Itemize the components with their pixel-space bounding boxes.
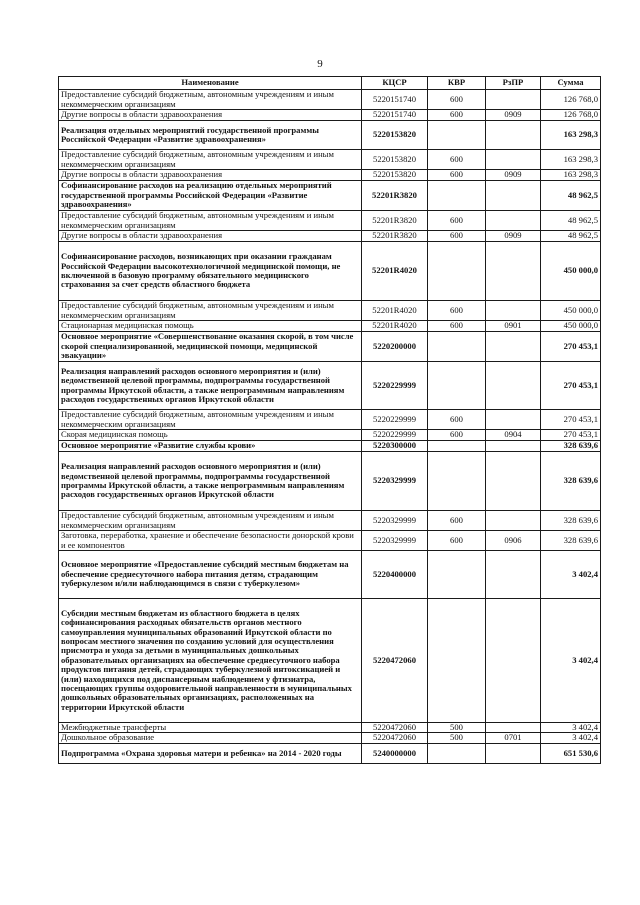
header-sum: Сумма [541, 77, 601, 90]
cell-kvr: 600 [428, 301, 486, 321]
table-row [59, 181, 601, 211]
cell-name: Заготовка, переработка, хранение и обеспечение безопасности донорской крови и ее компонентов [59, 531, 362, 551]
cell-sum: 450 000,0 [541, 242, 601, 301]
cell-sum: 126 768,0 [541, 110, 601, 121]
table-row [59, 110, 601, 121]
table-row [59, 362, 601, 410]
cell-rzpr: 0909 [486, 110, 541, 121]
cell-kvr [428, 332, 486, 362]
cell-rzpr: 0701 [486, 733, 541, 743]
cell-rzpr: 0909 [486, 231, 541, 242]
cell-sum: 163 298,3 [541, 150, 601, 170]
page-number: 9 [317, 58, 323, 70]
cell-kvr: 600 [428, 231, 486, 242]
cell-rzpr: 0909 [486, 170, 541, 181]
cell-name: Софинансирование расходов на реализацию отдельных мероприятий государственной программы Российской Федерации «Развитие здравоохранения» [59, 181, 362, 211]
cell-kcsr: 5220153820 [362, 170, 428, 181]
cell-rzpr [486, 301, 541, 321]
table-header-row [59, 77, 601, 90]
cell-kvr: 600 [428, 511, 486, 531]
cell-kvr: 600 [428, 211, 486, 231]
cell-sum: 48 962,5 [541, 231, 601, 242]
header-name: Наименование [59, 77, 362, 90]
cell-name: Субсидии местным бюджетам из областного бюджета в целях софинансирования расходных обязательств органов местного самоуправления муниципальных образований Иркутской области по вопросам местного значения по созданию условий для осуществления присмотра и ухода за детьми в муниципальных дошкольных образовательных организациях на обеспечение среднесуточного набора продуктов питания детей, страдающих туберкулезной интоксикацией и (или) находящихся под диспансерным наблюдением у фтизиатра, посещающих группы оздоровительной направленности в муниципальных дошкольных образовательных организациях, расположенных на территории Иркутской области [59, 599, 362, 723]
cell-kcsr: 5220229999 [362, 410, 428, 430]
cell-name: Основное мероприятие «Совершенствование оказания скорой, в том числе скорой специализированной, медицинской помощи, медицинской эвакуации» [59, 332, 362, 362]
table-row [59, 231, 601, 242]
cell-kcsr: 5220329999 [362, 511, 428, 531]
cell-rzpr [486, 362, 541, 410]
table-row [59, 332, 601, 362]
cell-sum: 163 298,3 [541, 170, 601, 181]
cell-rzpr [486, 511, 541, 531]
header-kcsr: КЦСР [362, 77, 428, 90]
cell-kvr [428, 181, 486, 211]
cell-kcsr: 52201R3820 [362, 211, 428, 231]
table-row [59, 301, 601, 321]
cell-kvr [428, 551, 486, 599]
cell-rzpr [486, 121, 541, 150]
cell-rzpr [486, 181, 541, 211]
table-body [59, 90, 601, 764]
cell-kcsr: 5220151740 [362, 90, 428, 110]
cell-name: Основное мероприятие «Предоставление субсидий местным бюджетам на обеспечение среднесуточного набора питания детям, страдающим туберкулезом и/или наблюдающимся в связи с туберкулезом» [59, 551, 362, 599]
cell-kcsr: 5220153820 [362, 121, 428, 150]
cell-rzpr [486, 332, 541, 362]
cell-kcsr: 5220151740 [362, 110, 428, 121]
cell-kvr [428, 242, 486, 301]
table-row [59, 733, 601, 743]
cell-rzpr [486, 551, 541, 599]
cell-kvr [428, 452, 486, 511]
cell-kcsr: 5220472060 [362, 599, 428, 723]
cell-sum: 328 639,6 [541, 441, 601, 452]
cell-rzpr [486, 441, 541, 452]
cell-kcsr: 52201R3820 [362, 231, 428, 242]
cell-kvr: 600 [428, 321, 486, 332]
cell-kcsr: 52201R4020 [362, 321, 428, 332]
header-kvr: КВР [428, 77, 486, 90]
cell-sum: 3 402,4 [541, 551, 601, 599]
cell-rzpr: 0906 [486, 531, 541, 551]
cell-name: Предоставление субсидий бюджетным, автономным учреждениям и иным некоммерческим организациям [59, 410, 362, 430]
table-row [59, 441, 601, 452]
cell-rzpr [486, 150, 541, 170]
cell-kcsr: 5220400000 [362, 551, 428, 599]
cell-name: Предоставление субсидий бюджетным, автономным учреждениям и иным некоммерческим организациям [59, 301, 362, 321]
cell-name: Реализация направлений расходов основного мероприятия и (или) ведомственной целевой программы, подпрограммы государственной программы Иркутской области, а также непрограммным направлениям расходов государственных органов Иркутской области [59, 452, 362, 511]
cell-kcsr: 5220200000 [362, 332, 428, 362]
cell-kvr: 600 [428, 150, 486, 170]
table-row [59, 723, 601, 733]
cell-kvr: 500 [428, 733, 486, 743]
table-row [59, 410, 601, 430]
cell-kcsr: 5220329999 [362, 531, 428, 551]
cell-name: Предоставление субсидий бюджетным, автономным учреждениям и иным некоммерческим организациям [59, 150, 362, 170]
cell-kcsr: 5220229999 [362, 362, 428, 410]
cell-name: Подпрограмма «Охрана здоровья матери и ребенка» на 2014 - 2020 годы [59, 743, 362, 763]
table-row [59, 430, 601, 441]
cell-sum: 328 639,6 [541, 531, 601, 551]
cell-name: Дошкольное образование [59, 733, 362, 743]
cell-rzpr [486, 242, 541, 301]
cell-kcsr: 5220329999 [362, 452, 428, 511]
cell-name: Предоставление субсидий бюджетным, автономным учреждениям и иным некоммерческим организациям [59, 211, 362, 231]
cell-rzpr [486, 211, 541, 231]
cell-sum: 270 453,1 [541, 332, 601, 362]
cell-sum: 163 298,3 [541, 121, 601, 150]
cell-rzpr [486, 743, 541, 763]
cell-kvr [428, 362, 486, 410]
table-row [59, 211, 601, 231]
cell-kcsr: 5220229999 [362, 430, 428, 441]
cell-kvr: 600 [428, 430, 486, 441]
cell-name: Софинансирование расходов, возникающих при оказании гражданам Российской Федерации высокотехнологичной медицинской помощи, не включенной в базовую программу обязательного медицинского страхования за счет средств областного бюджета [59, 242, 362, 301]
table-row [59, 321, 601, 332]
cell-kvr [428, 441, 486, 452]
cell-kvr: 600 [428, 110, 486, 121]
cell-kcsr: 52201R3820 [362, 181, 428, 211]
cell-sum: 126 768,0 [541, 90, 601, 110]
cell-name: Другие вопросы в области здравоохранения [59, 231, 362, 242]
cell-sum: 3 402,4 [541, 733, 601, 743]
cell-sum: 450 000,0 [541, 301, 601, 321]
cell-kcsr: 5240000000 [362, 743, 428, 763]
cell-sum: 3 402,4 [541, 599, 601, 723]
cell-sum: 48 962,5 [541, 181, 601, 211]
cell-kcsr: 5220472060 [362, 723, 428, 733]
cell-kvr: 600 [428, 90, 486, 110]
cell-sum: 270 453,1 [541, 410, 601, 430]
cell-rzpr [486, 599, 541, 723]
table-row [59, 121, 601, 150]
table-row [59, 511, 601, 531]
cell-name: Другие вопросы в области здравоохранения [59, 170, 362, 181]
cell-sum: 450 000,0 [541, 321, 601, 332]
cell-name: Скорая медицинская помощь [59, 430, 362, 441]
cell-kvr: 500 [428, 723, 486, 733]
cell-name: Предоставление субсидий бюджетным, автономным учреждениям и иным некоммерческим организациям [59, 511, 362, 531]
cell-sum: 270 453,1 [541, 362, 601, 410]
cell-rzpr: 0904 [486, 430, 541, 441]
cell-kcsr: 5220153820 [362, 150, 428, 170]
cell-name: Межбюджетные трансферты [59, 723, 362, 733]
cell-sum: 651 530,6 [541, 743, 601, 763]
cell-name: Стационарная медицинская помощь [59, 321, 362, 332]
cell-rzpr [486, 90, 541, 110]
table-row [59, 452, 601, 511]
cell-kcsr: 52201R4020 [362, 242, 428, 301]
cell-sum: 328 639,6 [541, 511, 601, 531]
cell-rzpr [486, 452, 541, 511]
header-rzpr: РзПР [486, 77, 541, 90]
cell-rzpr [486, 410, 541, 430]
cell-kvr: 600 [428, 531, 486, 551]
table-row [59, 531, 601, 551]
cell-name: Реализация направлений расходов основного мероприятия и (или) ведомственной целевой программы, подпрограммы государственной программы Иркутской области, а также непрограммным направлениям расходов государственных органов Иркутской области [59, 362, 362, 410]
table-row [59, 90, 601, 110]
cell-sum: 270 453,1 [541, 430, 601, 441]
table-row [59, 551, 601, 599]
cell-rzpr [486, 723, 541, 733]
table-row [59, 599, 601, 723]
cell-name: Реализация отдельных мероприятий государственной программы Российской Федерации «Развитие здравоохранения» [59, 121, 362, 150]
cell-kvr: 600 [428, 410, 486, 430]
cell-kvr [428, 599, 486, 723]
cell-kcsr: 5220300000 [362, 441, 428, 452]
cell-sum: 3 402,4 [541, 723, 601, 733]
cell-sum: 328 639,6 [541, 452, 601, 511]
cell-kvr [428, 743, 486, 763]
budget-table [58, 76, 601, 764]
cell-kcsr: 5220472060 [362, 733, 428, 743]
table-row [59, 743, 601, 763]
cell-sum: 48 962,5 [541, 211, 601, 231]
cell-kcsr: 52201R4020 [362, 301, 428, 321]
cell-name: Основное мероприятие «Развитие службы крови» [59, 441, 362, 452]
cell-name: Предоставление субсидий бюджетным, автономным учреждениям и иным некоммерческим организациям [59, 90, 362, 110]
table-row [59, 150, 601, 170]
table-row [59, 242, 601, 301]
table-row [59, 170, 601, 181]
cell-kvr: 600 [428, 170, 486, 181]
cell-name: Другие вопросы в области здравоохранения [59, 110, 362, 121]
cell-rzpr: 0901 [486, 321, 541, 332]
cell-kvr [428, 121, 486, 150]
